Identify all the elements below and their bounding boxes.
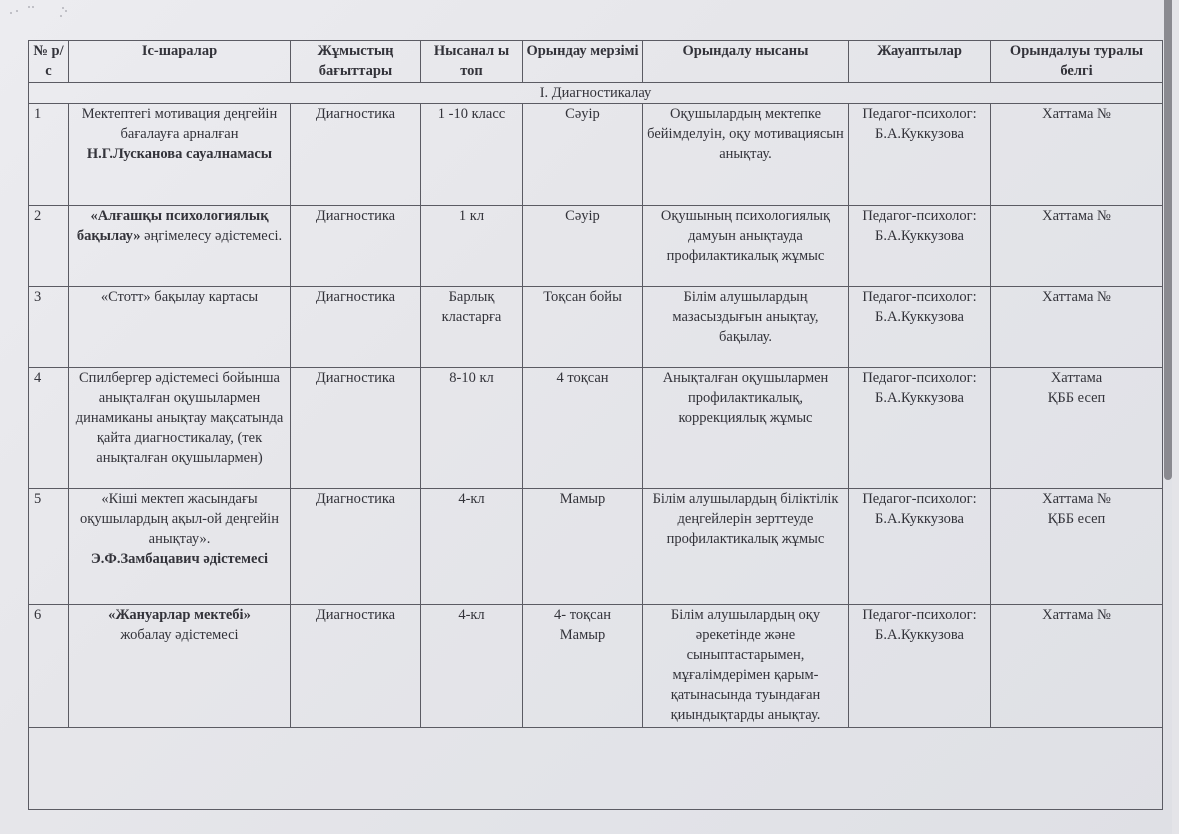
activity-method-name: «Алғашқы психологиялық бақылау» (76, 208, 269, 244)
completion-mark-line2: ҚББ есеп (1047, 511, 1106, 527)
header-responsible: Жауаптылар (849, 41, 991, 83)
responsible-role: Педагог-психолог: (862, 607, 977, 623)
responsible-role: Педагог-психолог: (862, 491, 977, 507)
objective-cell: Анықталған оқушылармен профилактикалық, коррекциялық жұмыс (643, 368, 849, 489)
completion-mark-cell: Хаттама № (991, 104, 1163, 206)
direction-cell: Диагностика (291, 605, 421, 728)
target-group-cell: 8-10 кл (421, 368, 523, 489)
target-group-cell: 4-кл (421, 489, 523, 605)
row-number: 4 (29, 368, 69, 489)
target-group-cell: 4-кл (421, 605, 523, 728)
deadline-cell: Тоқсан бойы (523, 287, 643, 368)
row-number: 2 (29, 206, 69, 287)
responsible-cell (849, 368, 991, 489)
empty-row (29, 728, 1163, 810)
activity-cell (69, 206, 291, 287)
completion-mark-line2: ҚББ есеп (1047, 390, 1106, 406)
direction-cell: Диагностика (291, 489, 421, 605)
paper-specks (8, 2, 78, 22)
activity-cell (69, 605, 291, 728)
activity-text: «Кіші мектеп жасындағы оқушылардың ақыл-ой деңгейін анықтау». (80, 491, 279, 547)
table-row (29, 605, 1163, 728)
header-deadline: Орындау мерзімі (523, 41, 643, 83)
completion-mark-cell (991, 489, 1163, 605)
row-number: 5 (29, 489, 69, 605)
header-direction: Жұмыстың бағыттары (291, 41, 421, 83)
activity-method-name: Н.Г.Лусканова сауалнамасы (86, 146, 273, 162)
responsible-role: Педагог-психолог: (862, 106, 977, 122)
deadline-line2: Мамыр (559, 627, 606, 643)
table-row (29, 368, 1163, 489)
activity-method-name: Э.Ф.Замбацавич әдістемесі (90, 551, 269, 567)
responsible-name: Б.А.Куккузова (875, 511, 964, 527)
empty-cell (29, 728, 1163, 810)
activity-text: Мектептегі мотивация деңгейін бағалауға арналған (81, 106, 278, 142)
deadline-cell: Сәуір (523, 104, 643, 206)
target-group-cell: Барлық кластарға (421, 287, 523, 368)
header-activity: Іс-шаралар (69, 41, 291, 83)
responsible-role: Педагог-психолог: (862, 289, 977, 305)
responsible-cell (849, 605, 991, 728)
responsible-role: Педагог-психолог: (862, 370, 977, 386)
objective-cell: Білім алушылардың оқу әрекетінде және сыныптастарымен, мұғалімдерімен қарым-қатынасында туындаған қиындықтарды анықтау. (643, 605, 849, 728)
scrollbar-thumb[interactable] (1164, 0, 1172, 480)
direction-cell: Диагностика (291, 104, 421, 206)
responsible-name: Б.А.Куккузова (875, 228, 964, 244)
header-num: № р/с (29, 41, 69, 83)
responsible-cell (849, 206, 991, 287)
table-row (29, 206, 1163, 287)
completion-mark-cell: Хаттама № (991, 206, 1163, 287)
responsible-name: Б.А.Куккузова (875, 627, 964, 643)
activity-plan-table (28, 40, 1163, 810)
direction-cell: Диагностика (291, 368, 421, 489)
responsible-cell (849, 489, 991, 605)
table-row (29, 287, 1163, 368)
activity-text: әңгімелесу әдістемесі. (144, 228, 283, 244)
deadline-cell (523, 605, 643, 728)
section-title: І. Диагностикалау (29, 83, 1163, 104)
table-header-row (29, 41, 1163, 83)
table-row (29, 489, 1163, 605)
completion-mark-line1: Хаттама № (1042, 491, 1111, 507)
target-group-cell: 1 -10 класс (421, 104, 523, 206)
activity-text: жобалау әдістемесі (120, 627, 239, 643)
row-number: 3 (29, 287, 69, 368)
responsible-cell (849, 104, 991, 206)
header-target-group: Нысанал ы топ (421, 41, 523, 83)
row-number: 1 (29, 104, 69, 206)
activity-method-name: «Жануарлар мектебі» (108, 607, 251, 623)
objective-cell: Оқушының психологиялық дамуын анықтауда профилактикалық жұмыс (643, 206, 849, 287)
deadline-cell: Сәуір (523, 206, 643, 287)
completion-mark-line1: Хаттама (1050, 370, 1103, 386)
objective-cell: Білім алушылардың мазасыздығын анықтау, бақылау. (643, 287, 849, 368)
completion-mark-cell: Хаттама № (991, 605, 1163, 728)
activity-method-name: «Стотт» бақылау картасы (69, 287, 291, 368)
responsible-name: Б.А.Куккузова (875, 390, 964, 406)
deadline-line1: 4- тоқсан (554, 607, 611, 623)
activity-cell (69, 489, 291, 605)
responsible-name: Б.А.Куккузова (875, 126, 964, 142)
activity-cell (69, 104, 291, 206)
objective-cell: Білім алушылардың біліктілік деңгейлерін зерттеуде профилактикалық жұмыс (643, 489, 849, 605)
completion-mark-cell (991, 368, 1163, 489)
section-row (29, 83, 1163, 104)
header-objective: Орындалу нысаны (643, 41, 849, 83)
responsible-name: Б.А.Куккузова (875, 309, 964, 325)
activity-cell: Спилбергер әдістемесі бойынша анықталған оқушылармен динамиканы анықтау мақсатында қайта диагностикалау, (тек анықталған оқушылармен) (69, 368, 291, 489)
direction-cell: Диагностика (291, 206, 421, 287)
target-group-cell: 1 кл (421, 206, 523, 287)
responsible-cell (849, 287, 991, 368)
table-row (29, 104, 1163, 206)
completion-mark-cell: Хаттама № (991, 287, 1163, 368)
deadline-cell: 4 тоқсан (523, 368, 643, 489)
header-completion-mark: Орындалуы туралы белгі (991, 41, 1163, 83)
responsible-role: Педагог-психолог: (862, 208, 977, 224)
row-number: 6 (29, 605, 69, 728)
objective-cell: Оқушылардың мектепке бейімделуін, оқу мотивациясын анықтау. (643, 104, 849, 206)
deadline-cell: Мамыр (523, 489, 643, 605)
scrollbar-track[interactable] (1172, 0, 1179, 834)
direction-cell: Диагностика (291, 287, 421, 368)
